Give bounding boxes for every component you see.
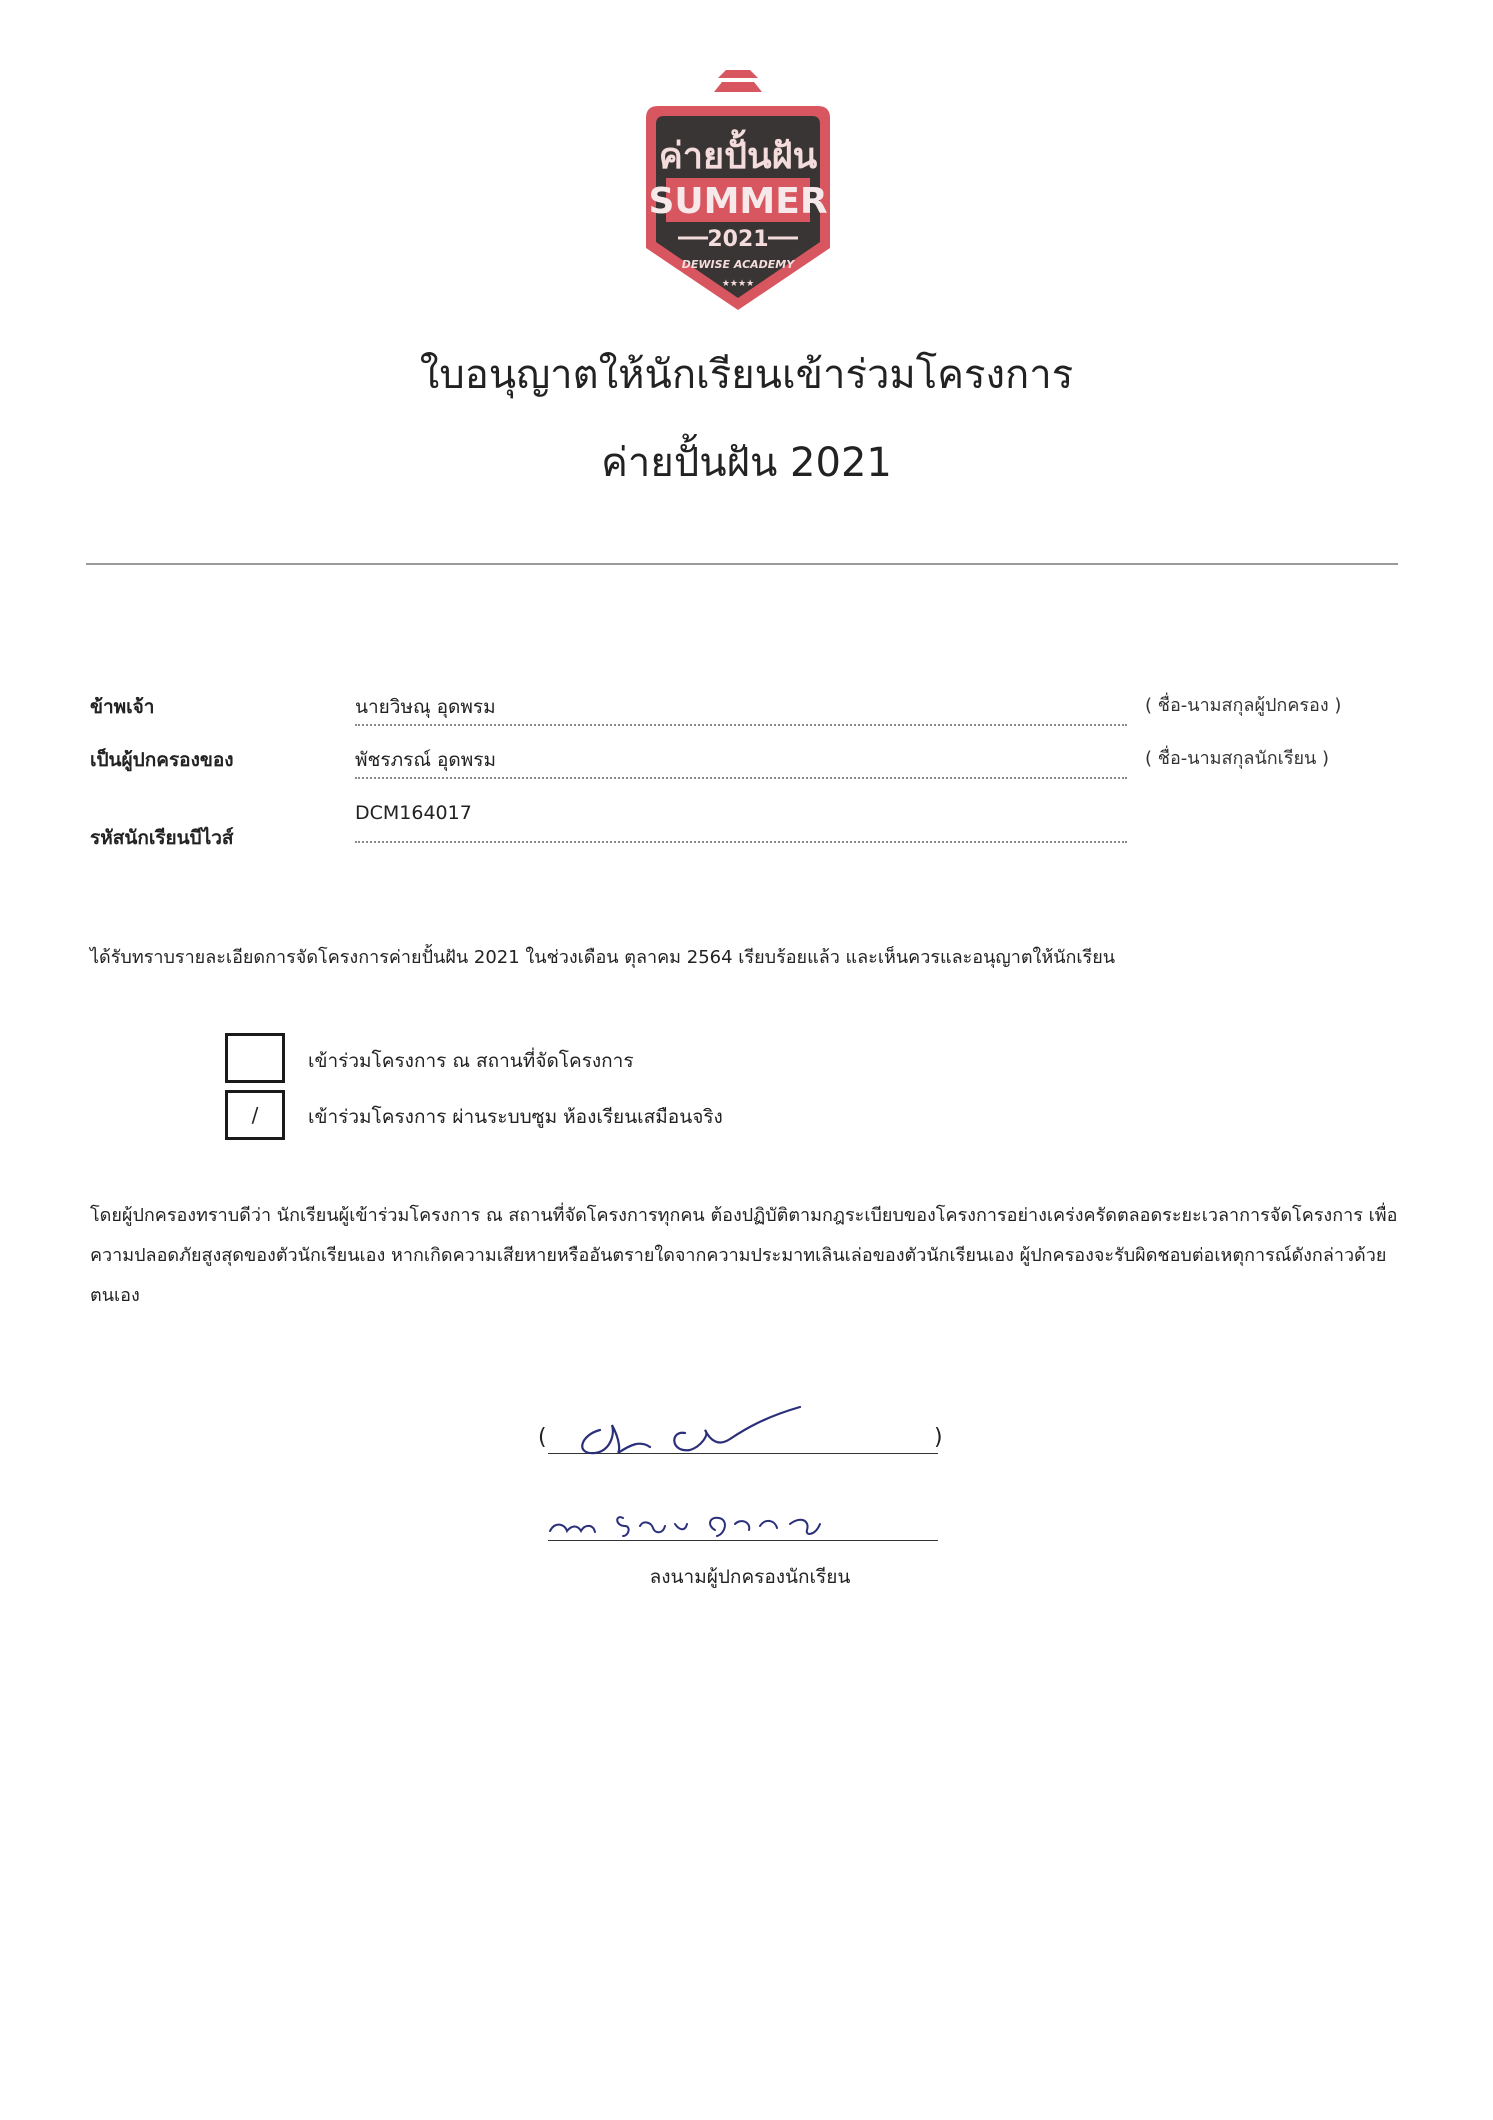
option-onsite-label: เข้าร่วมโครงการ ณ สถานที่จัดโครงการ — [308, 1050, 634, 1072]
student-code-value: DCM164017 — [355, 802, 472, 824]
form-title: ใบอนุญาตให้นักเรียนเข้าร่วมโครงการ — [419, 352, 1074, 398]
handwritten-printed-name — [545, 1496, 865, 1546]
svg-text:ค่ายปั้นฝัน: ค่ายปั้นฝัน — [658, 136, 818, 177]
signature-paren-open: ( — [538, 1425, 547, 1450]
svg-text:DEWISE ACADEMY: DEWISE ACADEMY — [681, 258, 795, 271]
camp-logo-badge — [638, 66, 838, 316]
terms-paragraph: โดยผู้ปกครองทราบดีว่า นักเรียนผู้เข้าร่วมโครงการ ณ สถานที่จัดโครงการทุกคน ต้องปฏิบัติตามกฎระเบียบของโครงการอย่างเคร่งครัดตลอดระยะเวลาการจัดโครงการ เพื่อความปลอดภัยสูงสุดของตัวนักเรียนเอง หากเกิดความเสียหายหรืออันตรายใดจากความประมาทเลินเล่อของตัวนักเรียนเอง ผู้ปกครองจะรับผิดชอบต่อเหตุการณ์ดังกล่าวด้วยตนเอง — [90, 1205, 1398, 1306]
header-divider — [86, 563, 1398, 565]
student-code-line — [355, 841, 1127, 843]
option-onsite-checkbox[interactable] — [225, 1033, 285, 1083]
student-code-label: รหัสนักเรียนบีไวส์ — [90, 827, 234, 849]
svg-text:2021: 2021 — [707, 227, 769, 252]
guardian-name-line — [355, 724, 1127, 726]
signature-paren-close: ) — [934, 1425, 943, 1450]
student-name-note: ( ชื่อ-นามสกุลนักเรียน ) — [1145, 748, 1330, 769]
svg-text:★★★★: ★★★★ — [721, 279, 755, 289]
guardian-label: ข้าพเจ้า — [90, 696, 155, 718]
option-zoom-label: เข้าร่วมโครงการ ผ่านระบบซูม ห้องเรียนเสมือนจริง — [308, 1106, 723, 1128]
svg-text:SUMMER: SUMMER — [648, 181, 828, 222]
form-subtitle: ค่ายปั้นฝัน 2021 — [601, 440, 892, 486]
option-zoom-checkbox[interactable]: / — [225, 1090, 285, 1140]
guardian-name-value: นายวิษณุ อุดพรม — [355, 696, 496, 718]
student-name-value: พัชรภรณ์ อุดพรม — [355, 749, 497, 771]
signature-caption: ลงนามผู้ปกครองนักเรียน — [649, 1566, 851, 1588]
camp-logo — [638, 66, 838, 316]
student-label: เป็นผู้ปกครองของ — [90, 749, 234, 771]
student-name-line — [355, 777, 1127, 779]
guardian-name-note: ( ชื่อ-นามสกุลผู้ปกครอง ) — [1145, 695, 1342, 716]
permission-statement: ได้รับทราบรายละเอียดการจัดโครงการค่ายปั้นฝัน 2021 ในช่วงเดือน ตุลาคม 2564 เรียบร้อยแล้ว และเห็นควรและอนุญาตให้นักเรียน — [90, 947, 1116, 968]
handwritten-signature — [560, 1395, 820, 1460]
